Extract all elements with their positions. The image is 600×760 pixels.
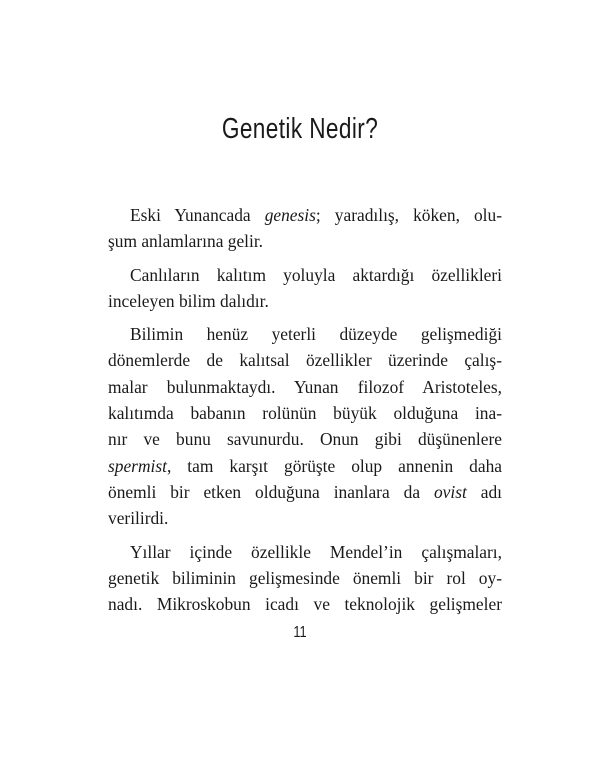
text-run: , tam karşıt görüşte olup annenin daha: [166, 455, 502, 476]
text-run: Canlıların kalıtım yoluyla aktardığı özellikleri: [130, 264, 502, 285]
page-number: 11: [293, 624, 307, 641]
text-line: [108, 479, 502, 505]
text-line: [108, 228, 502, 254]
text-run: nadı. Mikroskobun icadı ve teknolojik gelişmeler: [108, 594, 502, 615]
paragraph: [108, 539, 502, 618]
text-run: Eski Yunancada: [130, 205, 265, 225]
italic-term: spermist: [108, 455, 167, 476]
text-run: adı: [466, 481, 502, 502]
text-run: önemli bir etken olduğuna inanlara da: [108, 481, 434, 502]
text-run: ; yaradılış, köken, olu-: [315, 205, 502, 225]
text-run: verilirdi.: [108, 508, 169, 529]
text-line: [108, 453, 502, 479]
paragraph: [108, 262, 502, 315]
text-run: şum anlamlarına gelir.: [108, 231, 264, 252]
text-line: [108, 505, 502, 531]
body-text: [108, 202, 502, 624]
paragraph: [108, 202, 502, 255]
text-line: [108, 202, 502, 228]
italic-term: genesis: [264, 205, 316, 225]
text-run: Bilimin henüz yeterli düzeyde gelişmediği: [130, 324, 502, 345]
text-run: inceleyen bilim dalıdır.: [108, 290, 269, 311]
chapter-title: Genetik Nedir?: [221, 113, 379, 145]
text-run: nır ve bunu savunurdu. Onun gibi düşünenlere: [108, 429, 502, 450]
text-line: [108, 262, 502, 288]
paragraph: [108, 321, 502, 531]
text-line: [108, 591, 502, 617]
text-line: [108, 400, 502, 426]
text-run: dönemlerde de kalıtsal özellikler üzerinde çalış-: [108, 350, 502, 371]
text-line: [108, 347, 502, 373]
text-run: malar bulunmaktaydı. Yunan filozof Aristoteles,: [108, 376, 502, 397]
italic-term: ovist: [433, 481, 467, 502]
text-run: kalıtımda babanın rolünün büyük olduğuna ina-: [108, 403, 502, 424]
text-run: genetik biliminin gelişmesinde önemli bir rol oy-: [108, 567, 502, 588]
text-line: [108, 288, 502, 314]
text-line: [108, 539, 502, 565]
text-run: Yıllar içinde özellikle Mendel’in çalışmaları,: [130, 541, 502, 562]
text-line: [108, 321, 502, 347]
text-line: [108, 565, 502, 591]
text-line: [108, 426, 502, 452]
text-line: [108, 374, 502, 400]
